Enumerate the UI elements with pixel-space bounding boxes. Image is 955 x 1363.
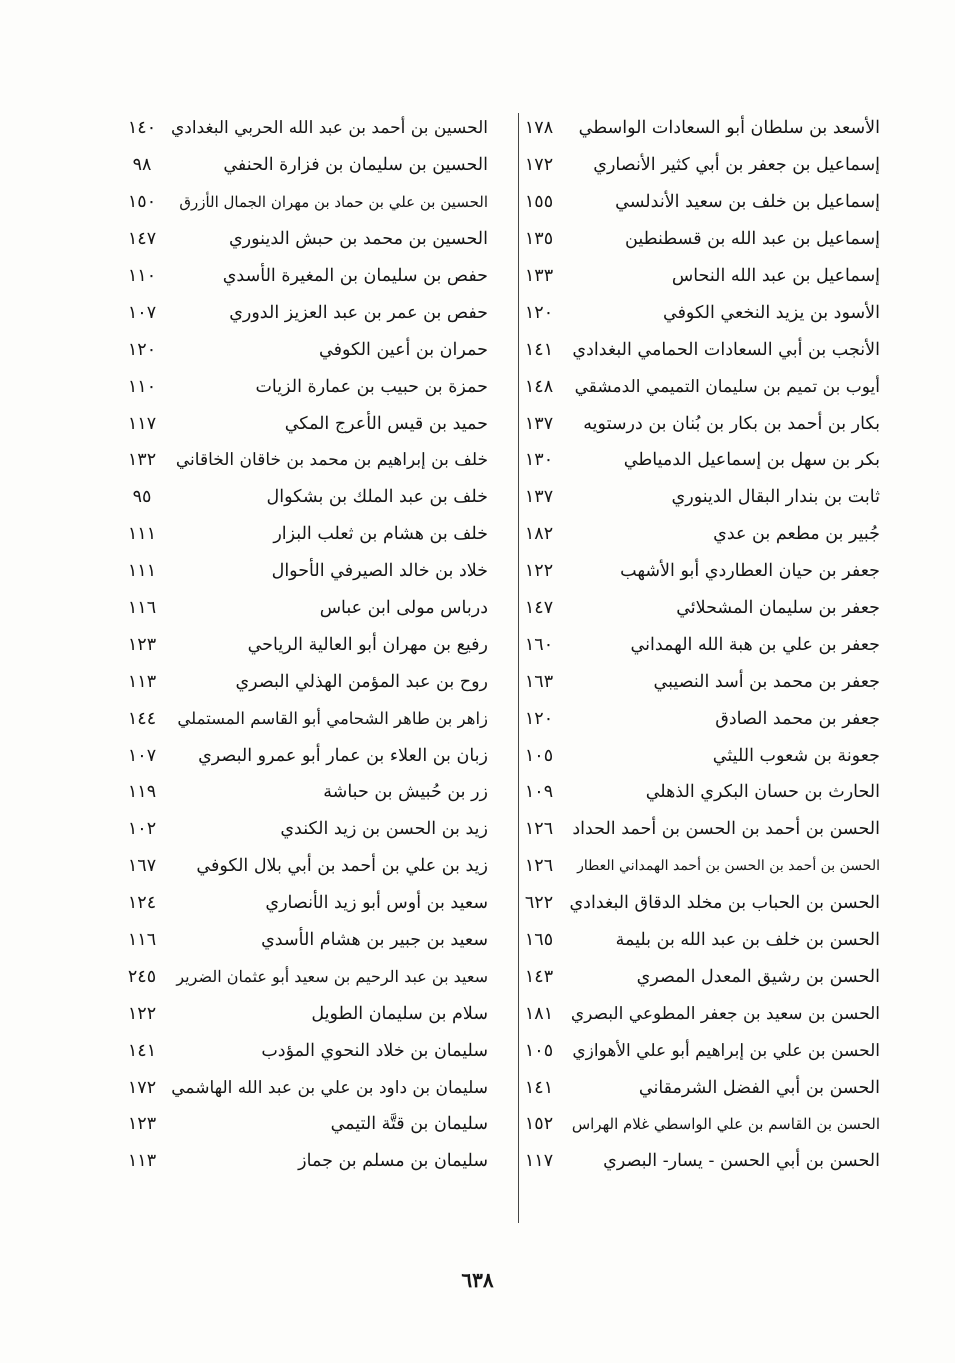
index-entry [118, 516, 488, 553]
entry-name: حفص بن سليمان بن المغيرة الأسدي [222, 266, 488, 286]
entry-page-number: ١١٠ [127, 376, 157, 397]
entry-name: الأنجب بن أبي السعادات الحمامي البغدادي [572, 339, 880, 360]
entry-name: الحارث بن حسان البكري الذهلي [645, 782, 880, 803]
entry-name: الحسن بن أحمد بن الحسن بن أحمد الحداد [572, 819, 880, 840]
entry-page-number: ١٣٣ [524, 266, 554, 286]
index-entry [515, 479, 880, 516]
index-entry [118, 590, 488, 627]
entry-page-number: ٩٥ [132, 487, 152, 508]
entry-page-number: ١٢٦ [524, 856, 554, 877]
index-entry [515, 590, 880, 627]
entry-name: درباس مولى ابن عباس [319, 598, 488, 619]
entry-page-number: ١٣٢ [127, 450, 157, 471]
index-entry [118, 626, 488, 663]
entry-page-number: ١٣٧ [524, 413, 554, 434]
entry-name: زر بن حُبيش بن حباشة [323, 782, 488, 803]
entry-name: بكار بن أحمد بن بكار بن بُنان بن درستويه [583, 413, 880, 434]
entry-name: الحسين بن أحمد بن عبد الله الحربي البغدادي [170, 118, 488, 139]
entry-page-number: ١٠٧ [127, 745, 157, 766]
entry-page-number: ١١٦ [127, 930, 157, 951]
entry-page-number: ١٤٨ [524, 376, 554, 397]
index-entry [515, 958, 880, 995]
index-entry [118, 1106, 488, 1143]
entry-name: جعفر بن سليمان المشحلائي [676, 598, 880, 619]
index-entry [515, 184, 880, 221]
entry-name: سعيد بن أوس أبو زيد الأنصاري [265, 893, 488, 914]
entry-page-number: ١٤١ [127, 1040, 157, 1061]
entry-name: زيد بن علي بن أحمد بن أبي بلال الكوفي [196, 856, 488, 877]
index-entry [118, 147, 488, 184]
entry-page-number: ١٤٧ [524, 598, 554, 619]
entry-name: حميد بن قيس الأعرج المكي [284, 413, 488, 434]
index-entry [118, 958, 488, 995]
entry-name: جعفر بن حيان العطاردي أبو الأشهب [620, 561, 880, 582]
index-entry [515, 1032, 880, 1069]
index-entry [118, 368, 488, 405]
index-entry [118, 442, 488, 479]
entry-page-number: ١١٣ [127, 1151, 157, 1172]
index-entry [118, 405, 488, 442]
entry-page-number: ١٨٢ [524, 524, 554, 545]
entry-name: سعيد بن جبير بن هشام الأسدي [261, 930, 488, 951]
entry-name: ثابت بن بندار البقال الدينوري [671, 487, 880, 508]
index-entry [515, 516, 880, 553]
entry-name: رفيع بن مهران أبو العالية الرياحي [247, 634, 488, 655]
index-entry [118, 774, 488, 811]
index-entry [515, 995, 880, 1032]
index-entry [515, 442, 880, 479]
entry-name: إسماعيل بن جعفر بن أبي كثير الأنصاري [593, 155, 880, 176]
entry-name: حفص بن عمر بن عبد العزيز الدوري [229, 302, 488, 323]
entry-name: الحسن بن أبي الحسن - يسار- البصري [603, 1151, 880, 1172]
entry-name: الحسن بن أحمد بن الحسن بن أحمد الهمداني العطار [577, 858, 880, 875]
index-entry [515, 626, 880, 663]
entry-name: روح بن عبد المؤمن الهذلي البصري [235, 671, 488, 692]
entry-name: زبان بن العلاء بن عمار أبو عمرو البصري [198, 745, 488, 766]
entry-name: الحسن بن رشيق المعدل المصري [636, 966, 880, 987]
index-entry [118, 811, 488, 848]
entry-name: جعفر بن محمد الصادق [715, 708, 880, 729]
entry-name: سليمان بن داود بن علي بن عبد الله الهاشمي [171, 1077, 488, 1098]
index-column-right [515, 110, 880, 1180]
entry-name: الحسن بن سعيد بن جعفر المطوعي البصري [570, 1003, 880, 1024]
entry-page-number: ١٦٥ [524, 930, 554, 951]
entry-page-number: ١٠٥ [524, 745, 554, 766]
entry-page-number: ١٥٢ [524, 1114, 554, 1135]
entry-name: سلام بن سليمان الطويل [311, 1003, 488, 1024]
entry-page-number: ١٥٥ [524, 192, 554, 213]
entry-name: أيوب بن تميم بن سليمان التميمي الدمشقي [574, 376, 880, 397]
index-entry [118, 331, 488, 368]
entry-name: جعفر بن علي بن هبة الله الهمداني [630, 634, 880, 655]
entry-name: الحسين بن سليمان بن فزارة الحنفي [223, 155, 488, 176]
index-entry [515, 1106, 880, 1143]
entry-page-number: ١٤١ [524, 339, 554, 360]
entry-page-number: ١٢٣ [127, 1114, 157, 1135]
index-entry [515, 1143, 880, 1180]
entry-name: الأسود بن يزيد النخعي الكوفي [662, 302, 880, 323]
entry-page-number: ١٢٠ [524, 708, 554, 729]
index-entry [515, 368, 880, 405]
index-entry [515, 331, 880, 368]
entry-page-number: ١٠٢ [127, 819, 157, 840]
index-entry [118, 1069, 488, 1106]
entry-page-number: ١٤٠ [127, 118, 157, 139]
entry-page-number: ١٥٠ [127, 192, 157, 213]
entry-page-number: ١٠٧ [127, 302, 157, 323]
entry-page-number: ١٦٧ [127, 856, 157, 877]
entry-name: سعيد بن عبد الرحيم بن سعيد أبو عثمان الضرير [176, 967, 488, 987]
entry-page-number: ١٦٣ [524, 671, 554, 692]
index-entry [515, 811, 880, 848]
column-divider [518, 113, 519, 1223]
entry-page-number: ١٠٩ [524, 782, 554, 803]
entry-page-number: ١٧٢ [524, 155, 554, 176]
page-number: ٦٣٨ [461, 1268, 494, 1292]
index-entry [118, 700, 488, 737]
entry-page-number: ١٢٢ [524, 561, 554, 582]
index-entry [118, 995, 488, 1032]
index-entry [515, 405, 880, 442]
entry-name: جعونة بن شعوب الليثي [712, 745, 880, 766]
index-entry [118, 737, 488, 774]
entry-page-number: ١١٧ [127, 413, 157, 434]
entry-page-number: ١٣٥ [524, 229, 554, 250]
entry-name: خلف بن عبد الملك بن بشكوال [266, 487, 488, 508]
index-entry [118, 221, 488, 258]
index-entry [515, 294, 880, 331]
index-entry [515, 147, 880, 184]
entry-name: زاهر بن طاهر الشحامي أبو القاسم المستملي [177, 709, 488, 729]
entry-page-number: ١١٣ [127, 671, 157, 692]
entry-page-number: ١٤٧ [127, 229, 157, 250]
entry-name: الحسين بن علي بن حماد بن مهران الجمال الأزرق [179, 193, 488, 212]
entry-name: خلف بن إبراهيم بن محمد بن خاقان الخاقاني [175, 450, 488, 471]
entry-name: خلف بن هشام بن ثعلب البزار [273, 524, 488, 545]
entry-page-number: ١٣٠ [524, 450, 554, 471]
entry-name: إسماعيل بن خلف بن سعيد الأندلسي [615, 192, 880, 213]
entry-page-number: ١١٧ [524, 1151, 554, 1172]
entry-name: الأسعد بن سلطان أبو السعادات الواسطي [578, 118, 880, 139]
entry-name: زيد بن الحسن بن زيد الكندي [280, 819, 488, 840]
entry-name: حمران بن أعين الكوفي [319, 339, 488, 360]
index-entry [118, 885, 488, 922]
index-entry [118, 184, 488, 221]
entry-page-number: ١٤٣ [524, 966, 554, 987]
entry-page-number: ١٢٣ [127, 634, 157, 655]
index-entry [118, 294, 488, 331]
entry-page-number: ١٧٨ [524, 118, 554, 139]
entry-page-number: ١١٠ [127, 266, 157, 286]
index-column-left [118, 110, 488, 1180]
index-entry [118, 848, 488, 885]
index-entry [118, 553, 488, 590]
entry-name: الحسن بن أبي الفضل الشرمقاني [638, 1077, 880, 1098]
index-entry [118, 1143, 488, 1180]
index-entry [515, 700, 880, 737]
entry-page-number: ١٠٥ [524, 1040, 554, 1061]
index-entry [118, 110, 488, 147]
entry-page-number: ٢٤٥ [127, 966, 157, 987]
entry-page-number: ٩٨ [132, 155, 152, 176]
index-entry [515, 885, 880, 922]
entry-name: الحسن بن الحباب بن مخلد الدقاق البغدادي [569, 893, 880, 914]
index-entry [118, 258, 488, 295]
entry-name: خلاد بن خالد الصيرفي الأحوال [271, 561, 488, 582]
entry-name: سليمان بن قتَّة التيمي [330, 1114, 488, 1135]
entry-name: الحسين بن محمد بن حبش الدينوري [228, 229, 488, 250]
entry-page-number: ١١١ [127, 524, 157, 545]
entry-page-number: ١٢٠ [524, 302, 554, 323]
entry-name: سليمان بن مسلم بن جماز [298, 1151, 488, 1172]
entry-page-number: ١٧٢ [127, 1077, 157, 1098]
entry-name: الحسن بن القاسم بن علي الواسطي غلام الهراس [571, 1115, 880, 1134]
entry-page-number: ١٨١ [524, 1003, 554, 1024]
entry-name: جعفر بن محمد بن أسد النصيبي [653, 671, 880, 692]
index-entry [515, 221, 880, 258]
entry-name: الحسن بن خلف بن عبد الله بن بليمة [615, 930, 880, 951]
entry-page-number: ١٤٤ [127, 708, 157, 729]
entry-page-number: ٦٢٢ [524, 893, 554, 914]
entry-page-number: ١٤١ [524, 1077, 554, 1098]
entry-name: إسماعيل بن عبد الله النحاس [671, 266, 880, 286]
entry-page-number: ١٢٤ [127, 893, 157, 914]
index-entry [118, 663, 488, 700]
index-entry [515, 553, 880, 590]
entry-page-number: ١١١ [127, 561, 157, 582]
entry-page-number: ١١٩ [127, 782, 157, 803]
index-entry [515, 1069, 880, 1106]
index-entry [118, 922, 488, 959]
entry-name: الحسن بن علي بن إبراهيم أبو علي الأهوازي [572, 1040, 880, 1061]
entry-page-number: ١٢٦ [524, 819, 554, 840]
entry-page-number: ١٦٠ [524, 634, 554, 655]
index-entry [515, 922, 880, 959]
entry-name: حمزة بن حبيب بن عمارة الزيات [255, 376, 488, 397]
index-entry [515, 258, 880, 295]
index-entry [515, 110, 880, 147]
entry-name: إسماعيل بن عبد الله بن قسطنطين [625, 229, 880, 250]
entry-name: سليمان بن خلاد النحوي المؤدب [261, 1040, 488, 1061]
entry-name: جُبير بن مطعم بن عدي [713, 524, 880, 545]
entry-page-number: ١٢٢ [127, 1003, 157, 1024]
index-entry [515, 848, 880, 885]
entry-name: بكر بن سهل بن إسماعيل الدمياطي [623, 450, 880, 471]
index-entry [515, 737, 880, 774]
index-entry [515, 663, 880, 700]
index-entry [118, 479, 488, 516]
entry-page-number: ١٢٠ [127, 339, 157, 360]
entry-page-number: ١١٦ [127, 598, 157, 619]
index-entry [515, 774, 880, 811]
entry-page-number: ١٣٧ [524, 487, 554, 508]
index-entry [118, 1032, 488, 1069]
